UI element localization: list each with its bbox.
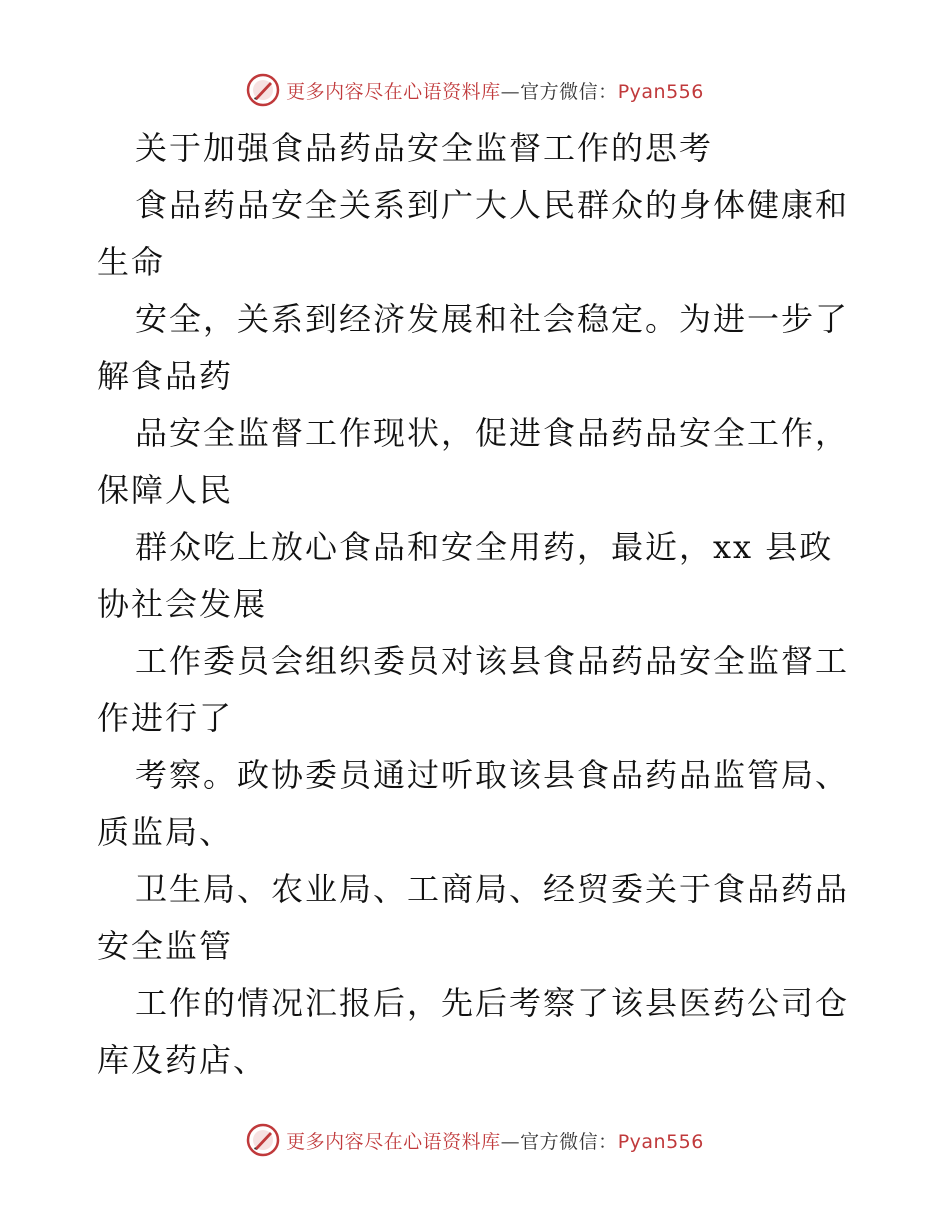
- paragraph-line: 协社会发展: [97, 585, 268, 623]
- quill-logo-icon: [246, 73, 280, 107]
- banner-brand: 更多内容尽在心语资料库: [286, 80, 501, 103]
- document-body: [97, 120, 857, 1089]
- header-banner: [0, 70, 950, 110]
- paragraph-line: 工作委员会组织委员对该县食品药品安全监督工: [135, 642, 850, 680]
- paragraph-line: 卫生局、农业局、工商局、经贸委关于食品药品: [135, 870, 850, 908]
- banner-content: [246, 1123, 704, 1157]
- paragraph-line: 群众吃上放心食品和安全用药，最近，xx 县政: [135, 528, 834, 566]
- paragraph-line: 质监局、: [97, 813, 234, 851]
- footer-banner: [0, 1120, 950, 1160]
- paragraph-line: 作进行了: [97, 699, 234, 737]
- paragraph-line: 安全监管: [97, 927, 234, 965]
- paragraph-line: 生命: [97, 243, 166, 281]
- paragraph-line: 食品药品安全关系到广大人民群众的身体健康和: [135, 186, 850, 224]
- paragraph-line: 品安全监督工作现状，促进食品药品安全工作，: [135, 414, 850, 452]
- banner-wechat-label: 官方微信：: [520, 1130, 618, 1153]
- banner-text: [286, 77, 704, 104]
- paragraph-line: 解食品药: [97, 357, 234, 395]
- banner-separator: —: [500, 1130, 521, 1153]
- banner-content: [246, 73, 704, 107]
- quill-logo-icon: [246, 1123, 280, 1157]
- banner-brand: 更多内容尽在心语资料库: [286, 1130, 501, 1153]
- banner-text: [286, 1127, 704, 1154]
- banner-wechat-id: Pyan556: [617, 1130, 704, 1153]
- paragraph-line: 安全，关系到经济发展和社会稳定。为进一步了: [135, 300, 850, 338]
- paragraph-line: 工作的情况汇报后，先后考察了该县医药公司仓: [135, 984, 850, 1022]
- banner-wechat-label: 官方微信：: [520, 80, 618, 103]
- paragraph-line: 库及药店、: [97, 1041, 268, 1079]
- document-title: 关于加强食品药品安全监督工作的思考: [135, 129, 714, 167]
- paragraph-line: 考察。政协委员通过听取该县食品药品监管局、: [135, 756, 850, 794]
- banner-separator: —: [500, 80, 521, 103]
- paragraph-line: 保障人民: [97, 471, 234, 509]
- banner-wechat-id: Pyan556: [617, 80, 704, 103]
